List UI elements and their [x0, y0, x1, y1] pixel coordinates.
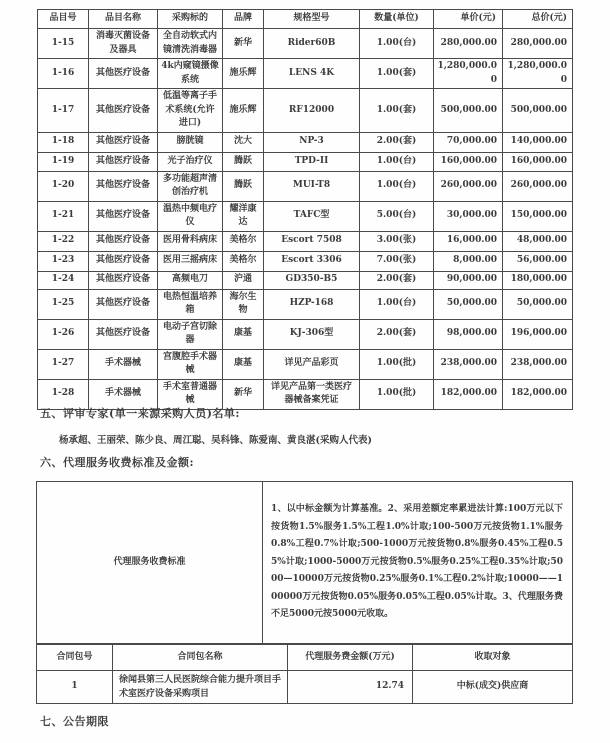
item-no-cell: 1-25 — [38, 289, 89, 319]
model-cell: RF12000 — [264, 89, 360, 133]
col-header-total-price: 总价(元) — [503, 10, 573, 29]
col-header-qty: 数量(单位) — [360, 10, 434, 29]
model-cell: 详见产品彩页 — [264, 349, 360, 379]
contract-fee-table — [36, 644, 573, 704]
target-cell: 温热中频电疗仪 — [158, 201, 223, 231]
qty-cell: 1.00(台) — [360, 289, 434, 319]
item-no-cell: 1-26 — [38, 319, 89, 349]
table-row — [38, 319, 573, 349]
qty-cell: 1.00(套) — [360, 59, 434, 89]
table-row — [38, 349, 573, 379]
model-cell: HZP-168 — [264, 289, 360, 319]
item-no-cell: 1-18 — [38, 132, 89, 152]
package-name-cell: 徐闻县第三人民医院综合能力提升项目手术室医疗设备采购项目 — [113, 671, 288, 704]
table-row — [38, 231, 573, 251]
target-cell: 4k内窥镜摄像系统 — [158, 59, 223, 89]
unit-price-cell: 90,000.00 — [434, 271, 503, 289]
qty-cell: 1.00(套) — [360, 89, 434, 133]
table-row — [38, 171, 573, 201]
target-cell: 电动子宫切除器 — [158, 319, 223, 349]
model-cell: NP-3 — [264, 132, 360, 152]
model-cell: Escort 7508 — [264, 231, 360, 251]
brand-cell: 美格尔 — [223, 251, 264, 271]
total-price-cell: 140,000.00 — [503, 132, 573, 152]
fee-standard-table — [36, 481, 573, 644]
model-cell: 详见产品第一类医疗器械备案凭证 — [264, 379, 360, 409]
target-cell: 全自动软式内镜清洗消毒器 — [158, 29, 223, 59]
brand-cell: 施乐辉 — [223, 59, 264, 89]
unit-price-cell: 160,000.00 — [434, 152, 503, 171]
qty-cell: 5.00(台) — [360, 201, 434, 231]
model-cell: Rider60B — [264, 29, 360, 59]
unit-price-cell: 98,000.00 — [434, 319, 503, 349]
item-name-cell: 其他医疗设备 — [89, 271, 158, 289]
unit-price-cell: 16,000.00 — [434, 231, 503, 251]
item-name-cell: 其他医疗设备 — [89, 132, 158, 152]
item-no-cell: 1-15 — [38, 29, 89, 59]
qty-cell: 3.00(张) — [360, 231, 434, 251]
qty-cell: 1.00(台) — [360, 171, 434, 201]
package-no-cell: 1 — [37, 671, 113, 704]
model-cell: LENS 4K — [264, 59, 360, 89]
brand-cell: 海尔生物 — [223, 289, 264, 319]
fee-standard-label: 代理服务收费标准 — [37, 482, 263, 644]
total-price-cell: 500,000.00 — [503, 89, 573, 133]
model-cell: TPD-II — [264, 152, 360, 171]
contract-data-row — [37, 671, 573, 704]
unit-price-cell: 260,000.00 — [434, 171, 503, 201]
item-name-cell: 其他医疗设备 — [89, 201, 158, 231]
total-price-cell: 56,000.00 — [503, 251, 573, 271]
qty-cell: 1.00(批) — [360, 379, 434, 409]
target-cell: 手术室普通器械 — [158, 379, 223, 409]
col-header-item-name: 品目名称 — [89, 10, 158, 29]
qty-cell: 2.00(套) — [360, 132, 434, 152]
item-no-cell: 1-27 — [38, 349, 89, 379]
item-name-cell: 其他医疗设备 — [89, 231, 158, 251]
col-header-payer: 收取对象 — [413, 645, 573, 671]
expert-names: 杨承超、王丽荣、陈少良、周江聪、吴科锋、陈爱南、黄良湛(采购人代表) — [59, 435, 372, 446]
total-price-cell: 182,000.00 — [503, 379, 573, 409]
brand-cell: 康基 — [223, 349, 264, 379]
table-row — [38, 89, 573, 133]
brand-cell: 腾跃 — [223, 171, 264, 201]
model-cell: KJ-306型 — [264, 319, 360, 349]
table-row — [38, 29, 573, 59]
unit-price-cell: 50,000.00 — [434, 289, 503, 319]
item-no-cell: 1-20 — [38, 171, 89, 201]
unit-price-cell: 238,000.00 — [434, 349, 503, 379]
total-price-cell: 238,000.00 — [503, 349, 573, 379]
item-name-cell: 其他医疗设备 — [89, 319, 158, 349]
brand-cell: 耀洋康达 — [223, 201, 264, 231]
model-cell: TAFC型 — [264, 201, 360, 231]
section6-heading: 六、代理服务收费标准及金额: — [40, 456, 195, 469]
total-price-cell: 50,000.00 — [503, 289, 573, 319]
items-header-row — [38, 10, 573, 29]
target-cell: 多功能超声清创治疗机 — [158, 171, 223, 201]
item-name-cell: 其他医疗设备 — [89, 59, 158, 89]
unit-price-cell: 8,000.00 — [434, 251, 503, 271]
item-name-cell: 其他医疗设备 — [89, 152, 158, 171]
table-row — [38, 152, 573, 171]
total-price-cell: 180,000.00 — [503, 271, 573, 289]
item-name-cell: 手术器械 — [89, 349, 158, 379]
item-no-cell: 1-24 — [38, 271, 89, 289]
item-no-cell: 1-17 — [38, 89, 89, 133]
item-name-cell: 消毒灭菌设备及器具 — [89, 29, 158, 59]
target-cell: 高频电刀 — [158, 271, 223, 289]
col-header-unit-price: 单价(元) — [434, 10, 503, 29]
qty-cell: 7.00(张) — [360, 251, 434, 271]
section7-heading: 七、公告期限 — [40, 715, 109, 728]
col-header-model: 规格型号 — [264, 10, 360, 29]
target-cell: 宫腹腔手术器械 — [158, 349, 223, 379]
qty-cell: 2.00(套) — [360, 271, 434, 289]
item-no-cell: 1-22 — [38, 231, 89, 251]
fee-standard-text: 1、以中标金额为计算基准。2、采用差额定率累进法计算:100万元以下按货物1.5%服务1.5%工程1.0%计取;100-500万元按货物1.1%服务0.8%工程0.7%计取;500-1000万元按货物0.8%服务0.45%工程0.55%计取;1000-5000万元按货物0.5%服务0.25%工程0.35%计取;5000—10000万元按货物0.25%服务0.1%工程0.2%计取;10000——100000万元按货物0.05%服务0.05%工程0.05%计取。3、代理服务费不足5000元按5000元收取。 — [263, 482, 573, 644]
item-name-cell: 其他医疗设备 — [89, 89, 158, 133]
table-row — [38, 271, 573, 289]
payer-cell: 中标(成交)供应商 — [413, 671, 573, 704]
table-row — [38, 59, 573, 89]
contract-header-row — [37, 645, 573, 671]
model-cell: GD350-B5 — [264, 271, 360, 289]
brand-cell: 腾跃 — [223, 152, 264, 171]
table-row — [38, 201, 573, 231]
brand-cell: 美格尔 — [223, 231, 264, 251]
table-row — [38, 251, 573, 271]
model-cell: Escort 3306 — [264, 251, 360, 271]
item-name-cell: 其他医疗设备 — [89, 171, 158, 201]
brand-cell: 新华 — [223, 29, 264, 59]
col-header-fee-amount: 代理服务费金额(万元) — [288, 645, 413, 671]
total-price-cell: 280,000.00 — [503, 29, 573, 59]
total-price-cell: 48,000.00 — [503, 231, 573, 251]
brand-cell: 沈大 — [223, 132, 264, 152]
target-cell: 低温等离子手术系统(允许进口) — [158, 89, 223, 133]
fee-amount-cell: 12.74 — [288, 671, 413, 704]
col-header-package-no: 合同包号 — [37, 645, 113, 671]
col-header-brand: 品牌 — [223, 10, 264, 29]
fee-standard-row — [37, 482, 573, 644]
qty-cell: 1.00(台) — [360, 152, 434, 171]
unit-price-cell: 70,000.00 — [434, 132, 503, 152]
col-header-item-no: 品目号 — [38, 10, 89, 29]
target-cell: 光子治疗仪 — [158, 152, 223, 171]
total-price-cell: 196,000.00 — [503, 319, 573, 349]
total-price-cell: 1,280,000.00 — [503, 59, 573, 89]
item-no-cell: 1-21 — [38, 201, 89, 231]
item-no-cell: 1-16 — [38, 59, 89, 89]
items-table — [37, 9, 573, 410]
qty-cell: 2.00(套) — [360, 319, 434, 349]
unit-price-cell: 280,000.00 — [434, 29, 503, 59]
qty-cell: 1.00(批) — [360, 349, 434, 379]
target-cell: 膀胱镜 — [158, 132, 223, 152]
col-header-package-name: 合同包名称 — [113, 645, 288, 671]
item-no-cell: 1-23 — [38, 251, 89, 271]
total-price-cell: 260,000.00 — [503, 171, 573, 201]
table-row — [38, 132, 573, 152]
target-cell: 医用三摇病床 — [158, 251, 223, 271]
item-name-cell: 其他医疗设备 — [89, 289, 158, 319]
unit-price-cell: 30,000.00 — [434, 201, 503, 231]
target-cell: 医用骨科病床 — [158, 231, 223, 251]
item-name-cell: 手术器械 — [89, 379, 158, 409]
model-cell: MUI-T8 — [264, 171, 360, 201]
total-price-cell: 150,000.00 — [503, 201, 573, 231]
table-row — [38, 289, 573, 319]
qty-cell: 1.00(台) — [360, 29, 434, 59]
item-name-cell: 其他医疗设备 — [89, 251, 158, 271]
brand-cell: 沪通 — [223, 271, 264, 289]
section5-heading: 五、评审专家(单一来源采购人员)名单: — [40, 407, 240, 420]
item-no-cell: 1-19 — [38, 152, 89, 171]
col-header-target: 采购标的 — [158, 10, 223, 29]
target-cell: 电热恒温培养箱 — [158, 289, 223, 319]
brand-cell: 康基 — [223, 319, 264, 349]
total-price-cell: 160,000.00 — [503, 152, 573, 171]
brand-cell: 施乐辉 — [223, 89, 264, 133]
unit-price-cell: 500,000.00 — [434, 89, 503, 133]
unit-price-cell: 182,000.00 — [434, 379, 503, 409]
item-no-cell: 1-28 — [38, 379, 89, 409]
unit-price-cell: 1,280,000.00 — [434, 59, 503, 89]
brand-cell: 新华 — [223, 379, 264, 409]
